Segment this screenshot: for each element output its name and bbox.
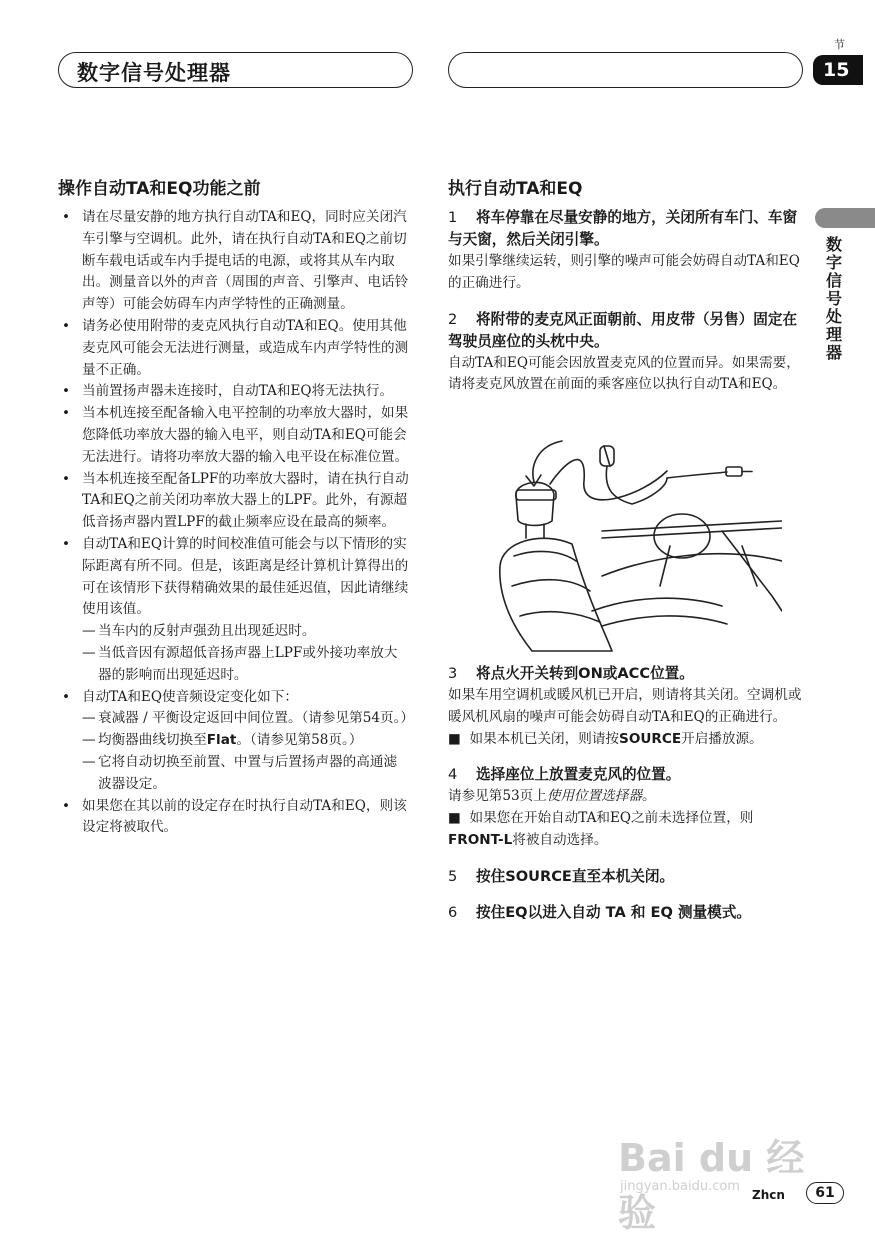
step-4-body bbox=[448, 786, 806, 808]
step-title-text: 将点火开关转到ON或ACC位置。 bbox=[476, 665, 694, 682]
page-number: 61 bbox=[806, 1182, 844, 1204]
side-tab-text: 数字信号处理器 bbox=[826, 235, 843, 362]
source-label: SOURCE bbox=[619, 730, 682, 747]
headrest-icon bbox=[516, 482, 554, 525]
step-number: 1 bbox=[448, 209, 458, 226]
step-text-pre: 按住 bbox=[476, 903, 506, 921]
side-tab-marker bbox=[815, 208, 875, 228]
bullet-item: • 当本机连接至配备LPF的功率放大器时，请在执行自动TA和EQ之前关闭功率放大器上的LPF。此外，有源超低音扬声器内置LPF的截止频率应设在最高的频率。 bbox=[58, 469, 410, 534]
section-number: 15 bbox=[813, 55, 863, 85]
step-3-body: 如果车用空调机或暖风机已开启，则请将其关闭。空调机或暖风机风扇的噪声可能会妨碍自动TA和EQ的正确进行。 bbox=[448, 687, 802, 725]
dash-mark: — bbox=[82, 644, 96, 661]
step-number: 6 bbox=[448, 903, 458, 921]
bullet-item: • 自动TA和EQ使音频设定变化如下： bbox=[58, 687, 410, 709]
dash-item bbox=[58, 708, 414, 730]
step-number: 3 bbox=[448, 665, 458, 682]
step-4-note bbox=[448, 808, 806, 852]
step-4-title bbox=[448, 764, 806, 786]
right-column-lower bbox=[448, 663, 806, 924]
arrow-shape bbox=[533, 441, 562, 482]
bullet-item: • 请在尽量安静的地方执行自动TA和EQ，同时应关闭汽车引擎与空调机。此外，请在执行自动TA和EQ之前切断车载电话或车内手提电话的电源，或将其从车内取出。测量音以外的声音（周围的声音、引擎声、电话铃声等）可能会妨碍车内声学特性的正确测量。 bbox=[58, 207, 410, 316]
mic-placement-illustration bbox=[492, 436, 782, 658]
note-text-post: 开启播放源。 bbox=[681, 730, 763, 747]
dash-text: 衰减器 / 平衡设定返回中间位置。（请参见第54页。） bbox=[98, 710, 414, 727]
step-1-body: 如果引擎继续运转，则引擎的噪声可能会妨碍自动TA和EQ的正确进行。 bbox=[448, 253, 800, 291]
note-mark: ■ bbox=[448, 810, 461, 827]
left-heading: 操作自动TA和EQ功能之前 bbox=[58, 179, 261, 199]
note-text-pre: 如果您在开始自动TA和EQ之前未选择位置，则 bbox=[469, 810, 754, 827]
step-number: 2 bbox=[448, 310, 458, 328]
step-number: 5 bbox=[448, 867, 458, 885]
steering-wheel-icon bbox=[654, 514, 710, 558]
step-title-text: 将车停靠在尽量安静的地方，关闭所有车门、车窗与天窗，然后关闭引擎。 bbox=[448, 209, 798, 248]
step-2-title bbox=[448, 309, 806, 353]
footer-language: Zhcn bbox=[752, 1188, 785, 1202]
bullet-item: • 自动TA和EQ计算的时间校准值可能会与以下情形的实际距离有所不同。但是，该距离是经计算机计算得出的可在该情形下获得精确效果的最佳延迟值，因此请继续使用该值。 bbox=[58, 534, 410, 621]
step-3-title bbox=[448, 663, 806, 685]
note-text-pre: 如果本机已关闭，则请按 bbox=[469, 730, 620, 747]
bullet-item: • 请务必使用附带的麦克风执行自动TA和EQ。使用其他麦克风可能会无法进行测量，或造成车内声学特性的测量不正确。 bbox=[58, 316, 410, 381]
section-label: 节 bbox=[834, 38, 845, 51]
step-6-title bbox=[448, 902, 806, 924]
dash-mark: — bbox=[82, 710, 96, 727]
step-5-title bbox=[448, 866, 806, 888]
step-text-post: 直至本机关闭。 bbox=[571, 867, 675, 885]
bullet-item: • 当前置扬声器未连接时，自动TA和EQ将无法执行。 bbox=[58, 381, 410, 403]
dash-item bbox=[58, 621, 410, 643]
source-label: SOURCE bbox=[505, 867, 572, 885]
step-number: 4 bbox=[448, 766, 458, 784]
step-1-title bbox=[448, 207, 806, 251]
body-text-post: 。 bbox=[642, 788, 656, 805]
dash-text-post: 。（请参见第58页。） bbox=[236, 732, 363, 749]
watermark-brand: Bai du 经验 bbox=[618, 1136, 805, 1235]
dash-mark: — bbox=[82, 623, 96, 640]
dash-item bbox=[58, 752, 410, 796]
mic-body bbox=[604, 446, 610, 466]
step-title-text: 将附带的麦克风正面朝前、用皮带（另售）固定在驾驶员座位的头枕中央。 bbox=[448, 310, 798, 350]
step-3-note bbox=[448, 729, 806, 751]
position-selector-ref: 使用位置选择器 bbox=[546, 788, 643, 805]
dash-mark: — bbox=[82, 732, 96, 749]
note-mark: ■ bbox=[448, 730, 461, 747]
bullet-item: • 当本机连接至配备输入电平控制的功率放大器时，如果您降低功率放大器的输入电平，则自动TA和EQ可能会无法进行。请将功率放大器的输入电平设在标准位置。 bbox=[58, 403, 410, 468]
step-2-body: 自动TA和EQ可能会因放置麦克风的位置而异。如果需要，请将麦克风放置在前面的乘客座位以执行自动TA和EQ。 bbox=[448, 354, 800, 393]
body-text-pre: 请参见第53页上 bbox=[448, 788, 547, 805]
step-title-text: 选择座位上放置麦克风的位置。 bbox=[476, 766, 681, 784]
chapter-title: 数字信号处理器 bbox=[77, 61, 231, 85]
left-column bbox=[58, 207, 414, 839]
dash-item bbox=[58, 730, 410, 752]
eq-label: EQ bbox=[505, 903, 528, 921]
flat-label: Flat bbox=[206, 732, 237, 749]
chapter-title-bar bbox=[58, 52, 413, 88]
dash-text: 它将自动切换至前置、中置与后置扬声器的高通滤波器设定。 bbox=[98, 753, 398, 792]
dash-text: 当车内的反射声强劲且出现延迟时。 bbox=[98, 623, 316, 640]
dash-text: 当低音因有源超低音扬声器上LPF或外接功率放大器的影响而出现延迟时。 bbox=[98, 644, 398, 683]
right-heading: 执行自动TA和EQ bbox=[448, 179, 583, 199]
right-column bbox=[448, 207, 806, 396]
dash-item bbox=[58, 643, 410, 687]
dash-text-pre: 均衡器曲线切换至 bbox=[98, 732, 207, 749]
step-text-pre: 按住 bbox=[476, 867, 506, 885]
dash-mark: — bbox=[82, 753, 96, 770]
bullet-item: • 如果您在其以前的设定存在时执行自动TA和EQ，则该设定将被取代。 bbox=[58, 796, 410, 840]
header-blank-bar bbox=[448, 52, 803, 88]
watermark-url: jingyan.baidu.com bbox=[620, 1179, 740, 1194]
note-text-post: 将被自动选择。 bbox=[512, 831, 608, 848]
plug-icon bbox=[726, 467, 742, 476]
baidu-watermark bbox=[618, 1105, 818, 1235]
front-l-label: FRONT-L bbox=[448, 831, 513, 848]
step-text-post: 以进入自动 TA 和 EQ 测量模式。 bbox=[527, 903, 751, 921]
